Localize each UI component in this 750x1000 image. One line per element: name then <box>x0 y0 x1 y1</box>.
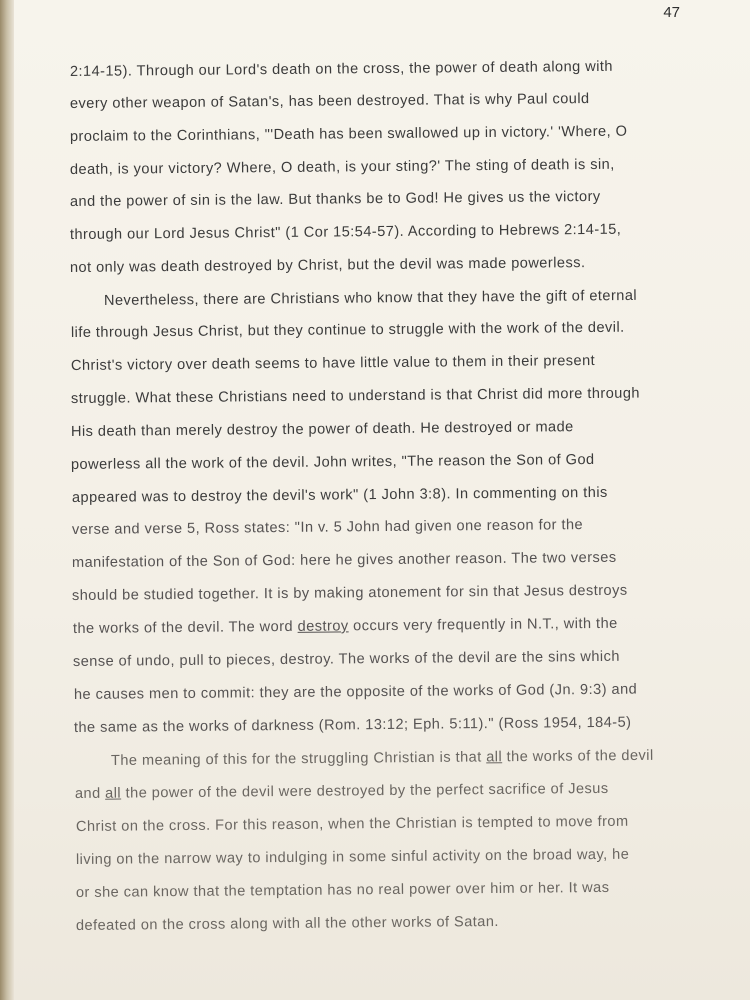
text-line: every other weapon of Satan's, has been destroyed. That is why Paul could <box>69 91 590 112</box>
text-span: and <box>74 785 106 802</box>
text-line: he causes men to commit: they are the opposite of the works of God (Jn. 9:3) and <box>73 681 638 703</box>
text-line: appeared was to destroy the devil's work" (1 John 3:8). In commenting on this <box>71 484 608 506</box>
underlined-word: all <box>105 785 122 802</box>
text-line: sense of undo, pull to pieces, destroy. The works of the devil are the sins which <box>72 648 620 670</box>
text-line: and the power of sin is the law. But thanks be to God! He gives us the victory <box>69 188 601 210</box>
text-line: life through Jesus Christ, but they continue to struggle with the work of the devil. <box>70 319 625 341</box>
text-line-with-underline <box>111 748 654 769</box>
text-span: the works of the devil <box>502 747 654 766</box>
page-number: 47 <box>663 4 680 21</box>
text-line: Christ's victory over death seems to have little value to them in their present <box>70 352 596 374</box>
underlined-word: all <box>486 749 503 766</box>
text-span: the works of the devil. The word <box>72 618 298 637</box>
text-line: living on the narrow way to indulging in some sinful activity on the broad way, he <box>75 846 630 868</box>
text-line: His death than merely destroy the power of death. He destroyed or made <box>70 419 574 440</box>
text-line-with-underline <box>73 616 618 637</box>
text-span: the power of the devil were destroyed by the perfect sacrifice of Jesus <box>121 780 609 802</box>
text-line: death, is your victory? Where, O death, is your sting?' The sting of death is sin, <box>69 156 615 178</box>
text-line: through our Lord Jesus Christ" (1 Cor 15:54-57). According to Hebrews 2:14-15, <box>69 221 622 243</box>
underlined-word: destroy <box>297 618 349 635</box>
text-span: occurs very frequently in N.T., with the <box>348 615 618 635</box>
text-line: not only was death destroyed by Christ, but the devil was made powerless. <box>69 255 586 276</box>
book-page <box>14 0 750 1000</box>
text-line: defeated on the cross along with all the other works of Satan. <box>75 913 499 934</box>
text-line-with-underline <box>75 781 609 802</box>
text-line: should be studied together. It is by making atonement for sin that Jesus destroys <box>71 582 628 604</box>
text-span: The meaning of this for the struggling Christian is that <box>110 749 487 769</box>
text-line: manifestation of the Son of God: here he gives another reason. The two verses <box>71 549 617 571</box>
text-line: Nevertheless, there are Christians who know that they have the gift of eternal <box>103 287 638 309</box>
text-line: or she can know that the temptation has no real power over him or her. It was <box>75 879 610 901</box>
text-line: the same as the works of darkness (Rom. 13:12; Eph. 5:11)." (Ross 1954, 184-5) <box>73 714 632 736</box>
text-line: verse and verse 5, Ross states: "In v. 5 John had given one reason for the <box>71 517 584 538</box>
text-line: struggle. What these Christians need to understand is that Christ did more through <box>70 385 641 407</box>
text-line: 2:14-15). Through our Lord's death on the cross, the power of death along with <box>69 58 614 80</box>
text-line: powerless all the work of the devil. John writes, "The reason the Son of God <box>70 451 595 473</box>
text-line: Christ on the cross. For this reason, when the Christian is tempted to move from <box>75 813 629 835</box>
text-line: proclaim to the Corinthians, "'Death has been swallowed up in victory.' 'Where, O <box>69 123 628 145</box>
book-spine-shadow <box>0 0 14 1000</box>
